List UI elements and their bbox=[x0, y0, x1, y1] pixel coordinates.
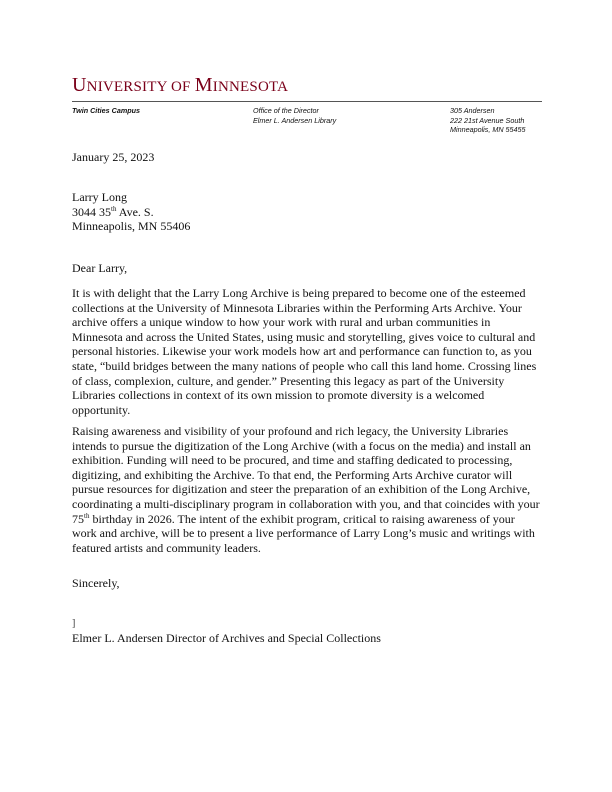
logo-letter: M bbox=[194, 74, 213, 96]
paragraph-text: Raising awareness and visibility of your profound and rich legacy, the University Libraries intends to pursue the digitization of the Long Archive (with a focus on the media) and install an exhibition. Funding will need to be procured, and time and staffing dedicated to processing, digitizing, and exhibiting the Archive. To that end, the Performing Arts Archive curator will pursue resources for digitization and steer the preparation of an exhibition of the Long Archive, coordinating a multi-disciplinary program in collaboration with you, and that coincides with your 75 bbox=[72, 424, 540, 526]
office-line: Elmer L. Andersen Library bbox=[253, 115, 337, 125]
salutation: Dear Larry, bbox=[72, 261, 128, 275]
signer-title: Elmer L. Andersen Director of Archives and Special Collections bbox=[72, 631, 381, 645]
recipient-name: Larry Long bbox=[72, 190, 127, 204]
campus-name: Twin Cities Campus bbox=[72, 106, 141, 115]
address-line: 222 21st Avenue South bbox=[450, 115, 525, 125]
ordinal-suffix: th bbox=[111, 204, 117, 213]
closing: Sincerely, bbox=[72, 576, 120, 590]
letter-date: January 25, 2023 bbox=[72, 150, 155, 164]
university-logo bbox=[72, 74, 288, 97]
address-line: Minneapolis, MN 55455 bbox=[450, 125, 526, 135]
street-name: Ave. S. bbox=[116, 204, 154, 219]
body-paragraph-2 bbox=[72, 424, 542, 555]
logo-text: NIVERSITY OF bbox=[86, 79, 191, 95]
body-paragraph-1: It is with delight that the Larry Long Archive is being prepared to become one of the esteemed collections at the University of Minnesota Libraries within the Performing Arts Archive. Your archive offers a unique window to how your work with rural and urban communities in Minnesota and across the United States, using music and storytelling, gives voice to cultural and personal histories. Likewise your work models how art and performance can function to, as you state, “build bridges between the many nations of people who call this land home. Crossing lines of class, complexion, culture, and gender.” Presenting this legacy as part of the University Libraries collections in context of its own mission to promote diversity is a welcomed opportunity. bbox=[72, 286, 537, 417]
street-number: 3044 35 bbox=[72, 204, 111, 219]
paragraph-text: birthday in 2026. The intent of the exhibit program, critical to raising awareness of your work and archive, will be to present a live performance of Larry Long’s music and writings with featured artists and community leaders. bbox=[72, 511, 535, 555]
recipient-city: Minneapolis, MN 55406 bbox=[72, 219, 191, 234]
address-block bbox=[450, 106, 526, 135]
recipient-address bbox=[72, 190, 542, 234]
campus-label bbox=[72, 106, 140, 116]
signature-mark: ] bbox=[72, 618, 76, 629]
office-line: Office of the Director bbox=[253, 106, 319, 115]
address-line: 305 Andersen bbox=[450, 106, 495, 115]
letterhead-divider bbox=[72, 101, 542, 102]
ordinal-suffix: th bbox=[84, 511, 90, 520]
office-block bbox=[253, 106, 336, 125]
logo-letter: U bbox=[72, 74, 87, 96]
logo-text: INNESOTA bbox=[212, 79, 289, 95]
recipient-street bbox=[72, 205, 542, 220]
